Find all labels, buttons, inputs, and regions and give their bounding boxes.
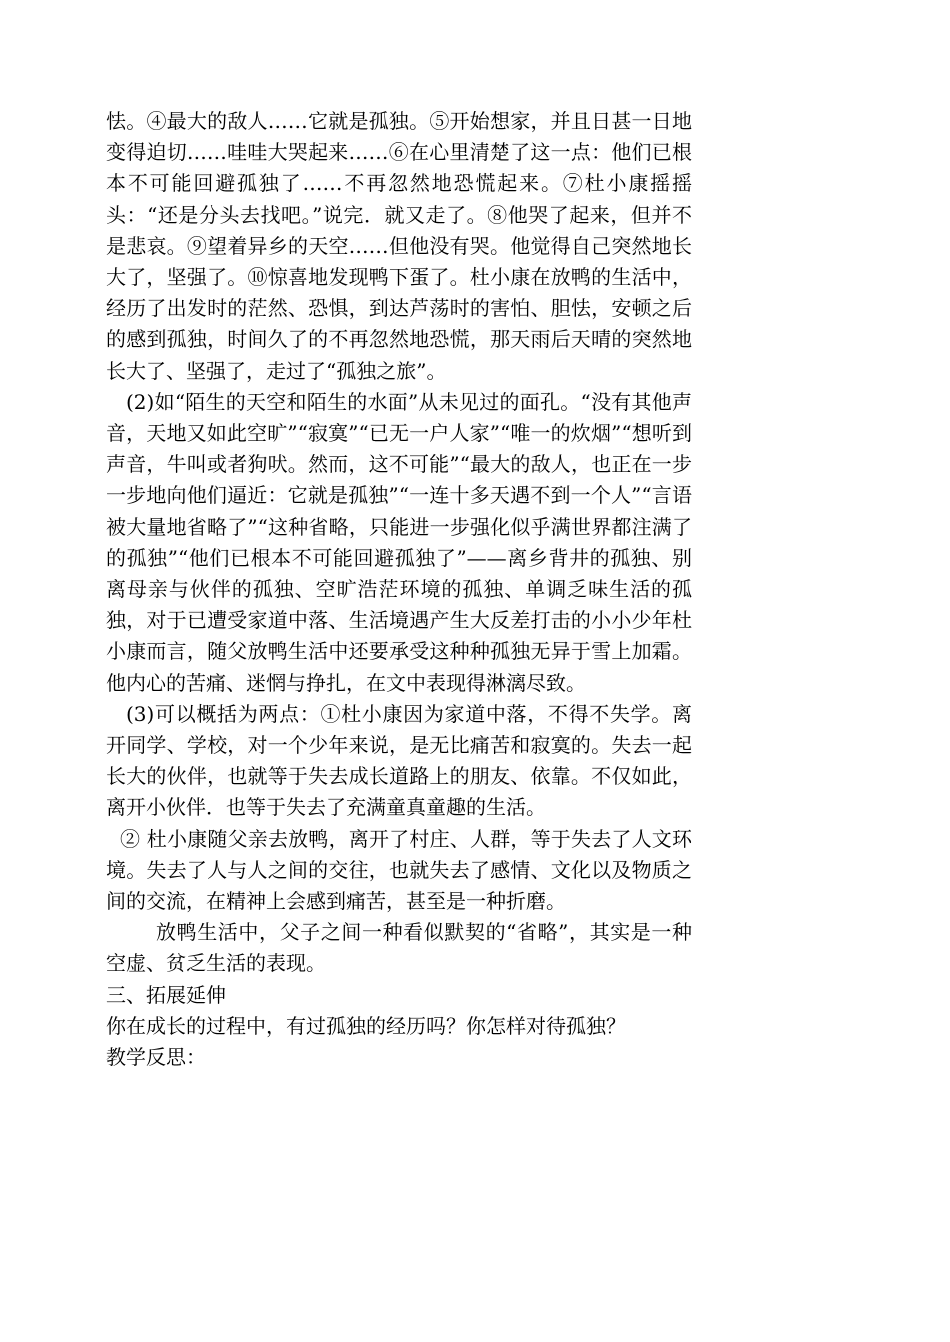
teaching-reflection-label: 教学反思： <box>106 1045 206 1070</box>
answer-paragraph-5: 放鸭生活中，父子之间一种看似默契的“省略”，其实是一种空虚、贫乏生活的表现。 <box>106 920 692 976</box>
answer-paragraph-2: (2)如“陌生的天空和陌生的水面”从未见过的面孔。“没有其他声音，天地又如此空旷”“寂寞”“已无一户人家”“唯一的炊烟”“想听到声音，牛叫或者狗吠。然而，这不可能”“最大的敌人，也正在一步一步地向他们逼近：它就是孤独”“一连十多天遇不到一个人”“言语被大量地省略了”“这种省略，只能进一步强化似乎满世界都注满了的孤独”“他们已根本不可能回避孤独了”——离乡背井的孤独、别离母亲与伙伴的孤独、空旷浩茫环境的孤独、单调乏味生活的孤独，对于已遭受家道中落、生活境遇产生大反差打击的小小少年杜小康而言，随父放鸭生活中还要承受这种种孤独无异于雪上加霜。他内心的苦痛、迷惘与挣扎，在文中表现得淋漓尽致。 <box>106 389 692 695</box>
extension-question: 你在成长的过程中，有过孤独的经历吗？你怎样对待孤独？ <box>106 1013 626 1038</box>
document-page <box>106 106 692 1073</box>
answer-paragraph-4: ② 杜小康随父亲去放鸭，离开了村庄、人群，等于失去了人文环境。失去了人与人之间的交往，也就失去了感情、文化以及物质之间的交流，在精神上会感到痛苦，甚至是一种折磨。 <box>106 826 692 914</box>
section-heading: 三、拓展延伸 <box>106 982 226 1007</box>
answer-paragraph-1: 怯。④最大的敌人……它就是孤独。⑤开始想家，并且日甚一日地变得迫切……哇哇大哭起来……⑥在心里清楚了这一点：他们已根本不可能回避孤独了……不再忽然地恐慌起来。⑦杜小康摇摇头：“还是分头去找吧。”说完．就又走了。⑧他哭了起来，但并不是悲哀。⑨望着异乡的天空……但他没有哭。他觉得自己突然地长大了，坚强了。⑩惊喜地发现鸭下蛋了。杜小康在放鸭的生活中，经历了出发时的茫然、恐惧，到达芦荡时的害怕、胆怯，安顿之后的感到孤独，时间久了的不再忽然地恐慌，那天雨后天晴的突然地长大了、坚强了，走过了“孤独之旅”。 <box>106 109 692 383</box>
answer-paragraph-3: (3)可以概括为两点：①杜小康因为家道中落，不得不失学。离开同学、学校，对一个少年来说，是无比痛苦和寂寞的。失去一起长大的伙伴，也就等于失去成长道路上的朋友、依靠。不仅如此，离开小伙伴．也等于失去了充满童真童趣的生活。 <box>106 701 692 820</box>
